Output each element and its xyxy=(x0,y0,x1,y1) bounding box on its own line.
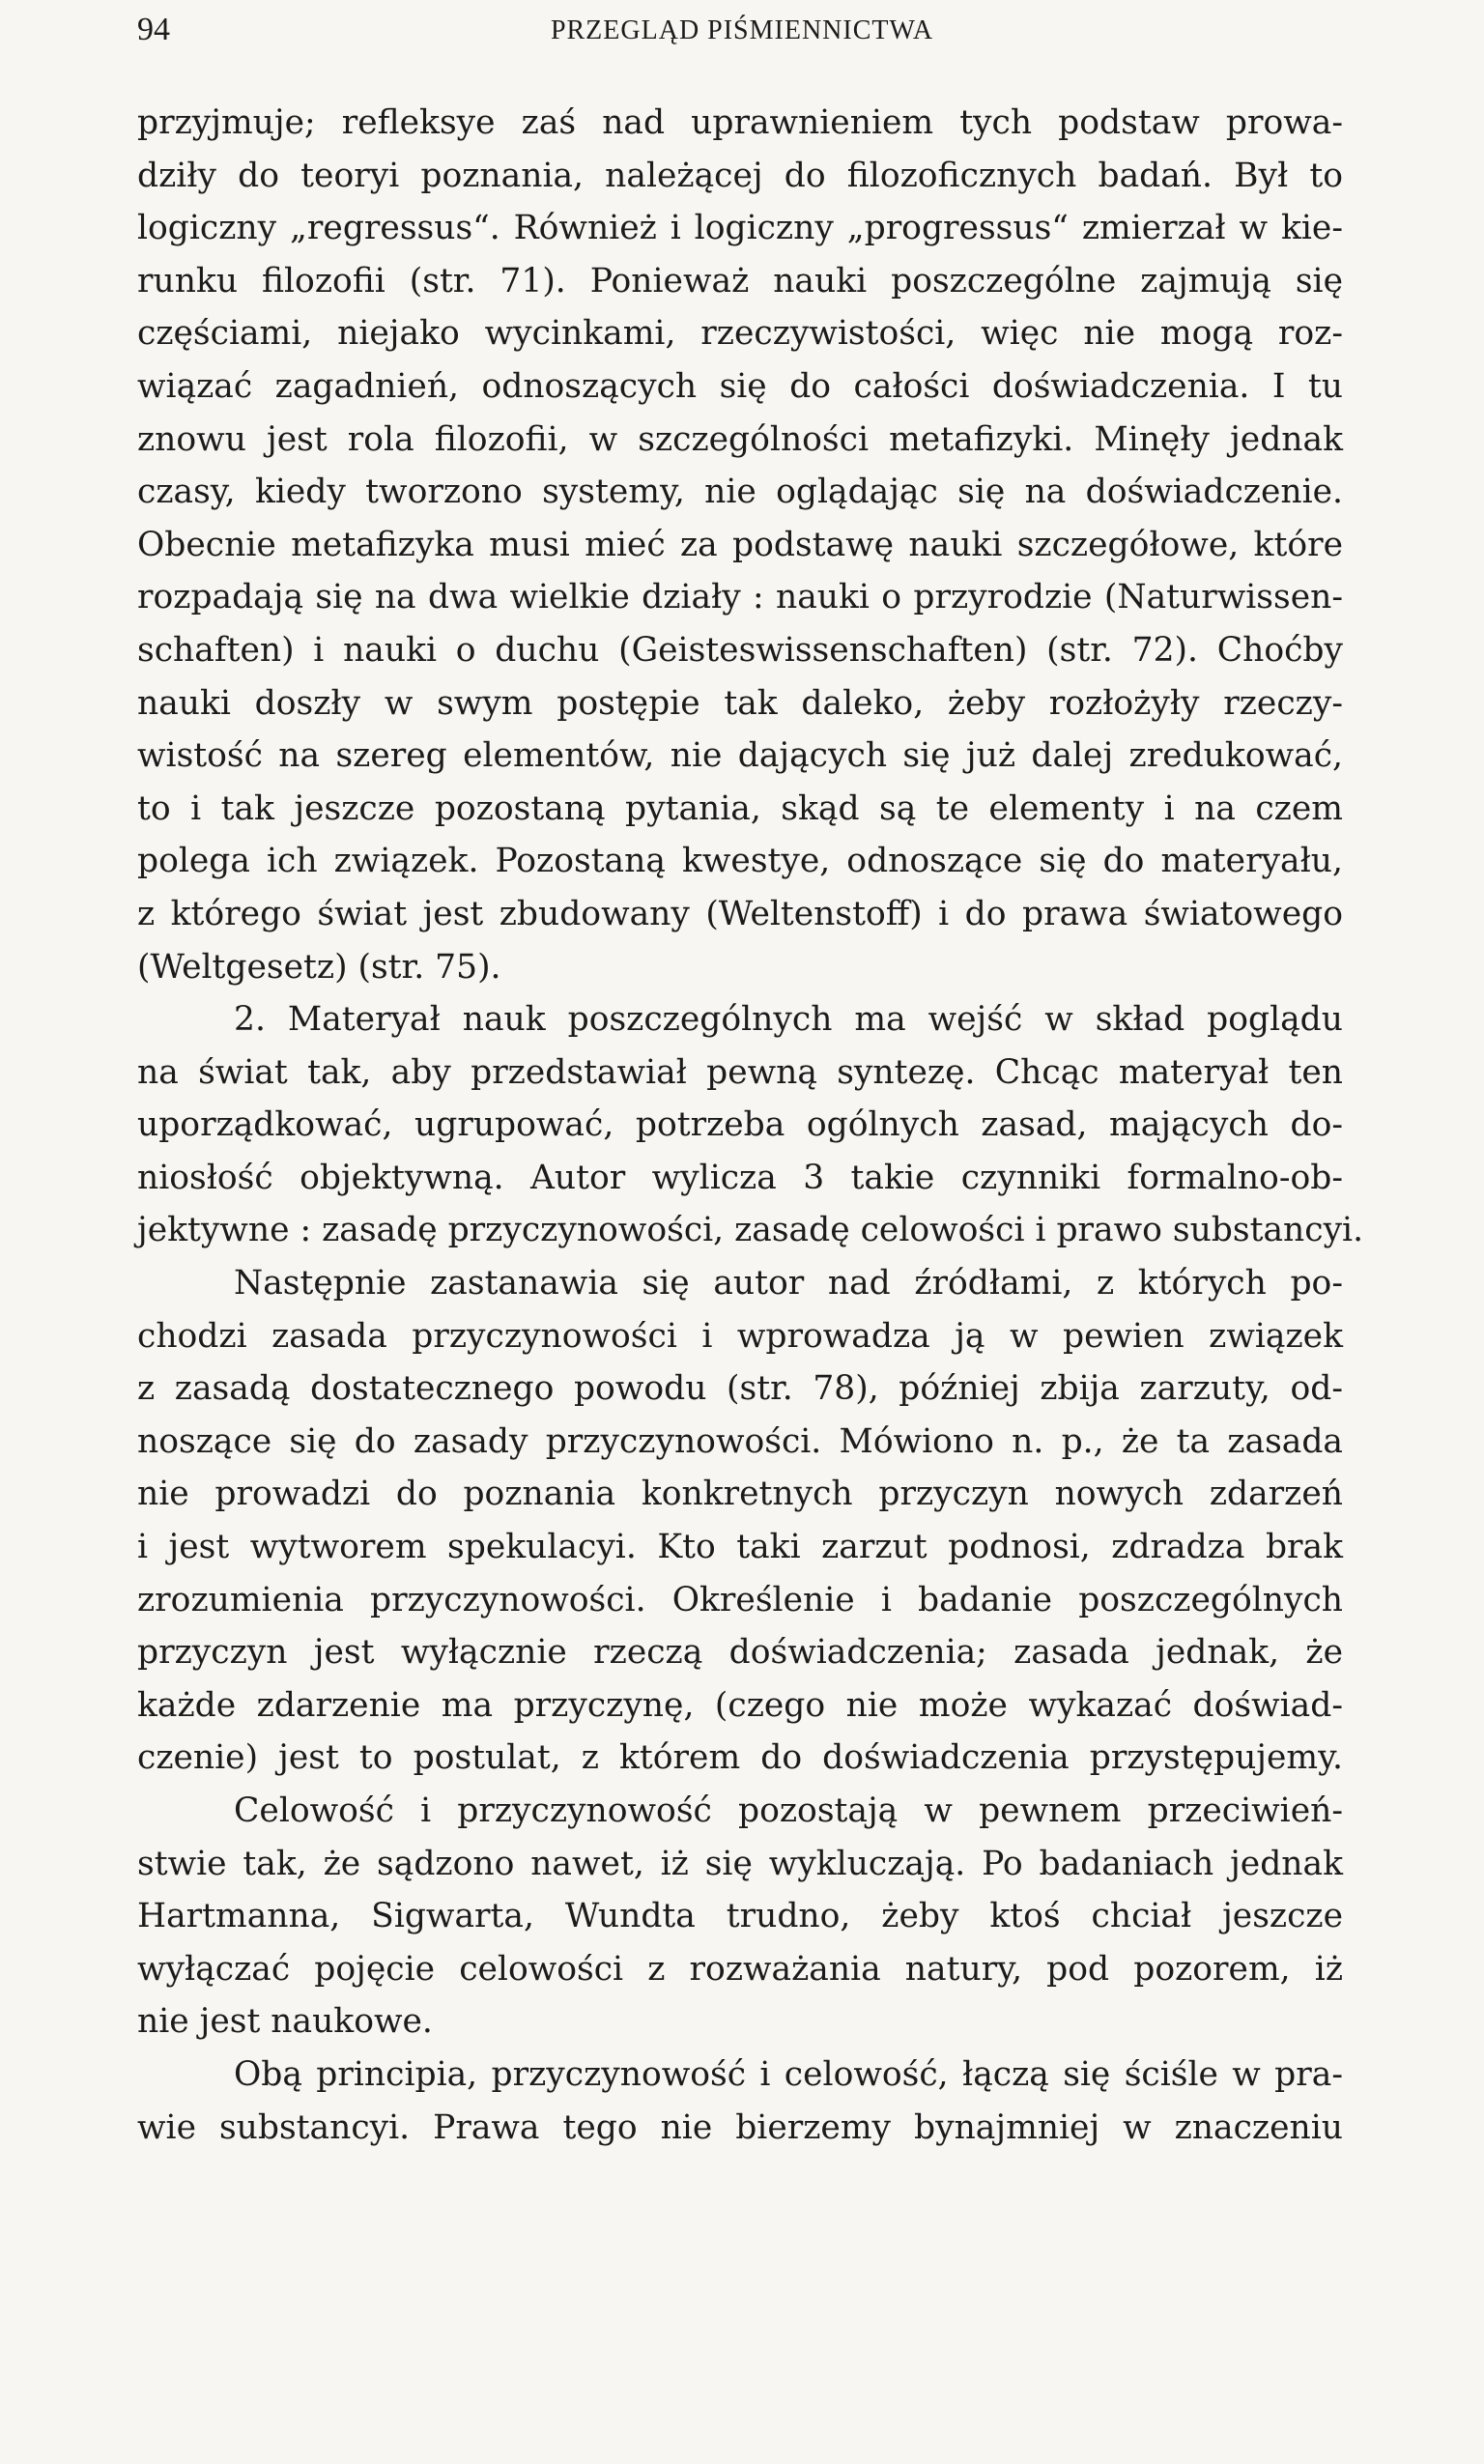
text-line: czasy, kiedy tworzono systemy, nie oglądając się na doświadczenie. xyxy=(137,473,1343,512)
text-line: Następnie zastanawia się autor nad źródłami, z których po- xyxy=(234,1264,1343,1304)
text-line: każde zdarzenie ma przyczynę, (czego nie może wykazać doświad- xyxy=(137,1685,1343,1725)
text-line: przyjmuje; refleksye zaś nad uprawnieniem tych podstaw prowa- xyxy=(137,103,1343,142)
text-line: runku filozofii (str. 71). Ponieważ nauki poszczególne zajmują się xyxy=(137,261,1343,301)
text-line: Hartmanna, Sigwarta, Wundta trudno, żeby ktoś chciał jeszcze xyxy=(137,1897,1343,1936)
text-line: wyłączać pojęcie celowości z rozważania natury, pod pozorem, iż xyxy=(137,1949,1343,1989)
text-line: dziły do teoryi poznania, należącej do filozoficznych badań. Był to xyxy=(137,156,1343,195)
text-line: wie substancyi. Prawa tego nie bierzemy bynajmniej w znaczeniu xyxy=(137,2107,1343,2147)
text-line: uporządkować, ugrupować, potrzeba ogólnych zasad, mających do- xyxy=(137,1105,1343,1145)
text-line: przyczyn jest wyłącznie rzeczą doświadczenia; zasada jednak, że xyxy=(137,1633,1343,1673)
text-line: nie jest naukowe. xyxy=(137,2002,433,2042)
text-line: rozpadają się na dwa wielkie działy : nauki o przyrodzie (Naturwissen- xyxy=(137,578,1343,617)
body-text xyxy=(137,97,1364,2154)
text-line: i jest wytworem spekulacyi. Kto taki zarzut podnosi, zdradza brak xyxy=(137,1528,1343,1567)
page-header xyxy=(137,12,1347,60)
text-line: jektywne : zasadę przyczynowości, zasadę celowości i prawo substancyi. xyxy=(137,1211,1364,1250)
text-line: logiczny „regressus“. Również i logiczny „progressus“ zmierzał w kie- xyxy=(137,209,1343,248)
text-line: znowu jest rola filozofii, w szczególności metafizyki. Minęły jednak xyxy=(137,419,1343,459)
page-number: 94 xyxy=(137,12,170,47)
text-line: (Weltgesetz) (str. 75). xyxy=(137,947,501,987)
text-line: z zasadą dostatecznego powodu (str. 78), później zbija zarzuty, od- xyxy=(137,1369,1343,1409)
text-line: polega ich związek. Pozostaną kwestye, odnoszące się do materyału, xyxy=(137,842,1343,881)
text-line: częściami, niejako wycinkami, rzeczywistości, więc nie mogą roz- xyxy=(137,314,1343,354)
text-line: stwie tak, że sądzono nawet, iż się wykluczają. Po badaniach jednak xyxy=(137,1844,1343,1883)
running-title: PRZEGLĄD PIŚMIENNICTWA xyxy=(550,15,934,45)
text-line: wiązać zagadnień, odnoszących się do całości doświadczenia. I tu xyxy=(137,366,1343,406)
text-line: nie prowadzi do poznania konkretnych przyczyn nowych zdarzeń xyxy=(137,1475,1343,1514)
text-line: Celowość i przyczynowość pozostają w pewnem przeciwień- xyxy=(234,1791,1343,1830)
text-line: wistość na szereg elementów, nie dających się już dalej zredukować, xyxy=(137,736,1343,776)
text-line: zrozumienia przyczynowości. Określenie i badanie poszczególnych xyxy=(137,1580,1343,1619)
text-line: schaften) i nauki o duchu (Geisteswissenschaften) (str. 72). Choćby xyxy=(137,630,1343,670)
text-line: niosłość objektywną. Autor wylicza 3 takie czynniki formalno-ob- xyxy=(137,1158,1343,1197)
text-line: Obecnie metafizyka musi mieć za podstawę nauki szczegółowe, które xyxy=(137,525,1343,564)
text-line: czenie) jest to postulat, z którem do doświadczenia przystępujemy. xyxy=(137,1738,1343,1778)
text-line: z którego świat jest zbudowany (Weltenstoff) i do prawa światowego xyxy=(137,894,1343,933)
text-line: noszące się do zasady przyczynowości. Mówiono n. p., że ta zasada xyxy=(137,1421,1343,1461)
text-line: chodzi zasada przyczynowości i wprowadza ją w pewien związek xyxy=(137,1316,1343,1356)
text-line: 2. Materyał nauk poszczególnych ma wejść w skład poglądu xyxy=(234,1000,1343,1040)
text-line: Obą principia, przyczynowość i celowość, łączą się ściśle w pra- xyxy=(234,2054,1343,2094)
text-line: to i tak jeszcze pozostaną pytania, skąd są te elementy i na czem xyxy=(137,788,1343,828)
text-line: nauki doszły w swym postępie tak daleko, żeby rozłożyły rzeczy- xyxy=(137,683,1343,723)
text-line: na świat tak, aby przedstawiał pewną syntezę. Chcąc materyał ten xyxy=(137,1052,1343,1092)
